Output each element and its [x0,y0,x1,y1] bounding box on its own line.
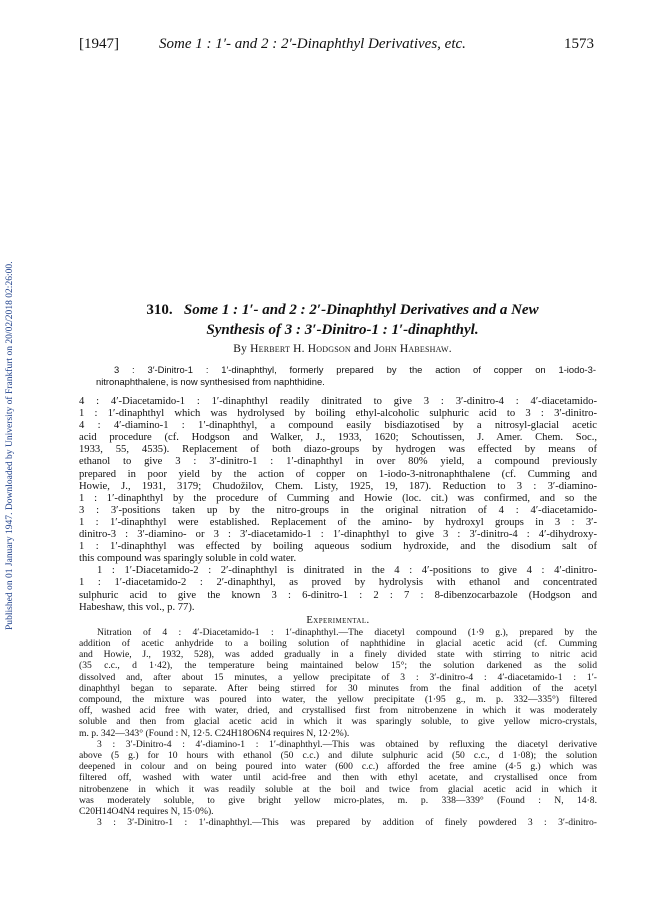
text-line: 1 : 1′-dinaphthyl which was hydrolysed by boiling ethyl-alcoholic sulphuric acid to 3 : 3′-dinitro- [79,408,597,420]
download-watermark-text: Published on 01 January 1947. Downloaded by University of Frankfurt on 20/02/2018 02:26:00. [5,261,15,630]
author-habeshaw: John Habeshaw. [374,343,452,355]
abstract-line: 3 : 3′-Dinitro-1 : 1′-dinaphthyl, formerly prepared by the action of copper on 1-iodo-3- [114,364,596,375]
text-line: (35 c.c., d 1·42), the temperature being maintained below 15°; the solution darkened as the solid [79,660,597,672]
text-line: 1 : 1′-dinaphthyl by the procedure of Cumming and Howie (loc. cit.) was confirmed, and so the [79,492,597,504]
text-line: 1 : 1′-diacetamido-2 : 2′-dinaphthyl, as proved by hydrolysis with ethanol and concentrated [79,577,597,589]
running-header [79,36,594,60]
author-hodgson: Herbert H. Hodgson [250,343,351,355]
abstract-line: nitronaphthalene, is now synthesised from naphthidine. [96,376,325,387]
text-line: addition of acetic anhydride to a boiling solution of naphthidine in glacial acetic acid (cf. Cumming [79,637,597,649]
page-number: 1573 [564,36,594,52]
experimental-heading: Experimental. [306,614,370,626]
text-line: Nitration of 4 : 4′-Diacetamido-1 : 1′-dinaphthyl.—The diacetyl compound (1·9 g.), prepared by the [97,626,597,638]
text-line: dinaphthyl began to separate. After being stirred for 30 minutes from the final addition of the acetyl [79,682,597,694]
article-number: 310. [146,302,173,318]
text-line: 1 : 1′-dinaphthyl was effected by boiling aqueous sodium hydroxide, and the disodium salt of [79,541,597,553]
text-line: dinitro-3 : 3′-diamino- or 3 : 3′-diacetamido-1 : 1′-dinaphthyl to give 3 : 3′-dinitro-4 : 4′-dihydroxy- [79,529,597,541]
text-line: 1 : 1′-dinaphthyl were established. Replacement of the amino- by hydroxyl groups in 3 : 3′- [79,516,597,528]
text-line: deepened in colour and on being poured into water (600 c.c.) afforded the free amine (4·5 g.) which was [79,761,597,773]
text-line: Habeshaw, this vol., p. 77). [79,601,195,613]
text-line: sulphuric acid to give the known 3 : 6-dinitro-1 : 2 : 7 : 8-dibenzocarbazole (Hodgson and [79,589,597,601]
text-line: ethanol to give 3 : 3′-dinitro-1 : 1′-dinaphthyl in over 80% yield, a compound previously [79,456,597,468]
text-line: acid procedure (cf. Hodgson and Walker, J., 1933, 1620; Schoutissen, J. Amer. Chem. Soc., [79,432,597,444]
article-title-text-2: Synthesis of 3 : 3′-Dinitro-1 : 1′-dinaphthyl. [206,322,479,338]
text-line: this compound was sparingly soluble in cold water. [79,553,297,565]
text-line: 4 : 4′-Diacetamido-1 : 1′-dinaphthyl readily dinitrated to give 3 : 3′-dinitro-4 : 4′-diacetamido- [79,396,597,407]
abstract [96,364,596,388]
header-year: [1947] [79,36,119,52]
text-line: 4 : 4′-diamino-1 : 1′-dinaphthyl, a compound easily bisdiazotised by a nitrosyl-glacial acetic [79,420,597,432]
text-line: compound, the mixture was poured into water, the yellow precipitate (1·95 g., m. p. 332—335°) filtered [79,694,597,705]
and-word: and [353,343,372,355]
paragraph-2 [79,565,597,613]
text-line: 3 : 3′-positions taken up by the nitro-groups in the original nitration of 4 : 4′-diacetamido- [79,504,597,516]
experimental-section-1 [79,627,597,739]
article-title-text-1: Some 1 : 1′- and 2 : 2′-Dinaphthyl Derivatives and a New [183,302,539,318]
text-line: 3 : 3′-Dinitro-1 : 1′-dinaphthyl.—This was prepared by addition of finely powdered 3 : 3′-dinitro- [97,817,597,829]
text-line: C20H14O4N4 requires N, 15·0%). [79,806,214,818]
text-line: soluble and then from glacial acetic acid in which it was sparingly soluble, to give yellow micro-crystals, [79,716,597,728]
text-line: and Howie, J., 1932, 528), was added gradually in a finely divided state with stirring to nitric acid [79,649,597,661]
text-line: m. p. 342—343° (Found : N, 12·5. C24H18O6N4 requires N, 12·2%). [79,727,350,739]
article-title-line1 [70,300,615,320]
author-line [70,343,615,355]
experimental-section-3 [79,817,597,828]
article-body [79,396,597,828]
by-word: By [233,343,248,355]
text-line: above (5 g.) for 10 hours with ethanol (50 c.c.) and dilute sulphuric acid (50 c.c., d 1·08); the solution [79,750,597,762]
article-title-line2 [70,320,615,340]
text-line: 3 : 3′-Dinitro-4 : 4′-diamino-1 : 1′-dinaphthyl.—This was obtained by refluxing the diacetyl derivative [97,738,597,750]
text-line: Howie, J., 1931, 3179; Chudožilov, Chem. Listy, 1925, 19, 187). Reduction to 3 : 3′-diamino- [79,480,597,492]
text-line: filtered off, washed with water until acid-free and then with ethyl acetate, and crystallised once from [79,772,597,784]
header-running-title: Some 1 : 1′- and 2 : 2′-Dinaphthyl Derivatives, etc. [159,36,466,52]
text-line: 1933, 55, 4535). Replacement of both diazo-groups by hydrogen was effected by means of [79,444,597,456]
text-line: dissolved and, after about 15 minutes, a yellow precipitate of 3 : 3′-dinitro-4 : 4′-diacetamido-1 : 1′- [79,671,597,683]
text-line: 1 : 1′-Diacetamido-2 : 2′-dinaphthyl is dinitrated in the 4 : 4′-positions to give 4 : 4′-dinitro- [97,565,597,577]
text-line: prepared in poor yield by the action of copper on 1-iodo-3-nitronaphthalene (cf. Cumming and [79,468,597,480]
paragraph-1 [79,396,597,565]
text-line: was moderately soluble, to give bright yellow micro-plates, m. p. 338—339° (Found : N, 14·8. [79,794,597,806]
experimental-section-2 [79,739,597,817]
text-line: nitrobenzene in which it was readily soluble at the boil and twice from glacial acetic acid in which it [79,783,597,795]
text-line: off, washed acid free with water, dried, and crystallised first from nitrobenzene in which it was moderately [79,705,597,717]
download-watermark [3,150,21,630]
